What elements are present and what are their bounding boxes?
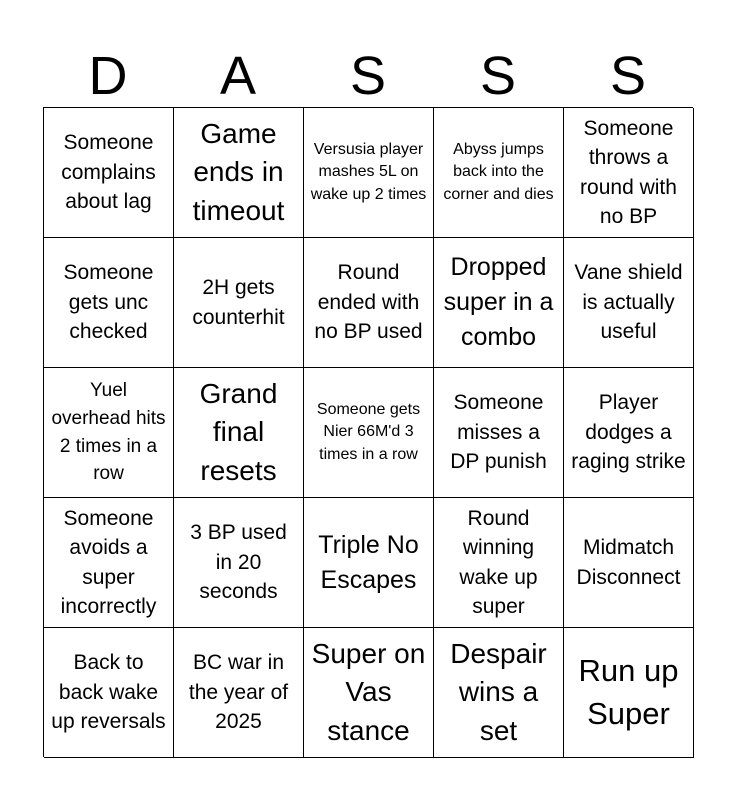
bingo-cell[interactable] bbox=[304, 368, 434, 498]
bingo-cell[interactable] bbox=[564, 628, 694, 758]
bingo-cell[interactable] bbox=[304, 498, 434, 628]
cell-text: Yuel overhead hits 2 times in a row bbox=[51, 380, 166, 485]
cell-text: Triple No Escapes bbox=[318, 530, 419, 594]
bingo-header bbox=[43, 48, 693, 104]
cell-text: Super on Vas stance bbox=[311, 637, 426, 746]
cell-text: Someone gets unc checked bbox=[63, 261, 154, 344]
bingo-cell[interactable] bbox=[564, 238, 694, 368]
cell-text: BC war in the year of 2025 bbox=[188, 651, 289, 734]
bingo-cell[interactable] bbox=[564, 108, 694, 238]
cell-text: 2H gets counterhit bbox=[192, 276, 285, 329]
header-letter-3: S bbox=[349, 46, 387, 106]
header-letter-2: A bbox=[219, 46, 257, 106]
cell-text: Someone misses a DP punish bbox=[450, 391, 547, 474]
cell-text: Dropped super in a combo bbox=[443, 253, 554, 351]
bingo-cell[interactable] bbox=[434, 368, 564, 498]
cell-text: Back to back wake up reversals bbox=[51, 651, 166, 734]
bingo-cell[interactable] bbox=[564, 368, 694, 498]
cell-text: Game ends in timeout bbox=[192, 117, 285, 226]
bingo-grid bbox=[43, 107, 693, 757]
cell-text: Someone complains about lag bbox=[61, 131, 156, 214]
cell-text: Round winning wake up super bbox=[459, 506, 538, 618]
bingo-cell[interactable] bbox=[304, 628, 434, 758]
cell-text: Run up Super bbox=[578, 652, 679, 731]
bingo-cell[interactable] bbox=[44, 108, 174, 238]
bingo-cell[interactable] bbox=[174, 108, 304, 238]
header-letter-1: D bbox=[88, 46, 128, 106]
header-letter-4: S bbox=[479, 46, 517, 106]
cell-text: Midmatch Disconnect bbox=[576, 536, 681, 589]
bingo-cell[interactable] bbox=[304, 238, 434, 368]
cell-text: Someone throws a round with no BP bbox=[580, 116, 677, 228]
cell-text: Despair wins a set bbox=[450, 637, 547, 746]
bingo-cell[interactable] bbox=[434, 628, 564, 758]
cell-text: Grand final resets bbox=[199, 377, 278, 486]
cell-text: Vane shield is actually useful bbox=[574, 261, 683, 344]
bingo-cell[interactable] bbox=[174, 238, 304, 368]
bingo-cell[interactable] bbox=[44, 628, 174, 758]
cell-text: Round ended with no BP used bbox=[314, 261, 423, 344]
bingo-cell[interactable] bbox=[434, 498, 564, 628]
bingo-cell[interactable] bbox=[434, 108, 564, 238]
cell-text: Abyss jumps back into the corner and dies bbox=[443, 140, 554, 203]
bingo-cell[interactable] bbox=[174, 368, 304, 498]
cell-text: Versusia player mashes 5L on wake up 2 times bbox=[310, 140, 427, 203]
bingo-cell[interactable] bbox=[174, 628, 304, 758]
bingo-cell[interactable] bbox=[564, 498, 694, 628]
bingo-cell[interactable] bbox=[174, 498, 304, 628]
header-letter-5: S bbox=[609, 46, 647, 106]
cell-text: Someone avoids a super incorrectly bbox=[60, 506, 157, 618]
cell-text: Player dodges a raging strike bbox=[571, 391, 686, 474]
cell-text: 3 BP used in 20 seconds bbox=[190, 521, 287, 604]
bingo-cell[interactable] bbox=[304, 108, 434, 238]
bingo-cell[interactable] bbox=[44, 368, 174, 498]
bingo-cell[interactable] bbox=[44, 498, 174, 628]
bingo-cell[interactable] bbox=[434, 238, 564, 368]
bingo-cell[interactable] bbox=[44, 238, 174, 368]
cell-text: Someone gets Nier 66M'd 3 times in a row bbox=[316, 400, 421, 463]
